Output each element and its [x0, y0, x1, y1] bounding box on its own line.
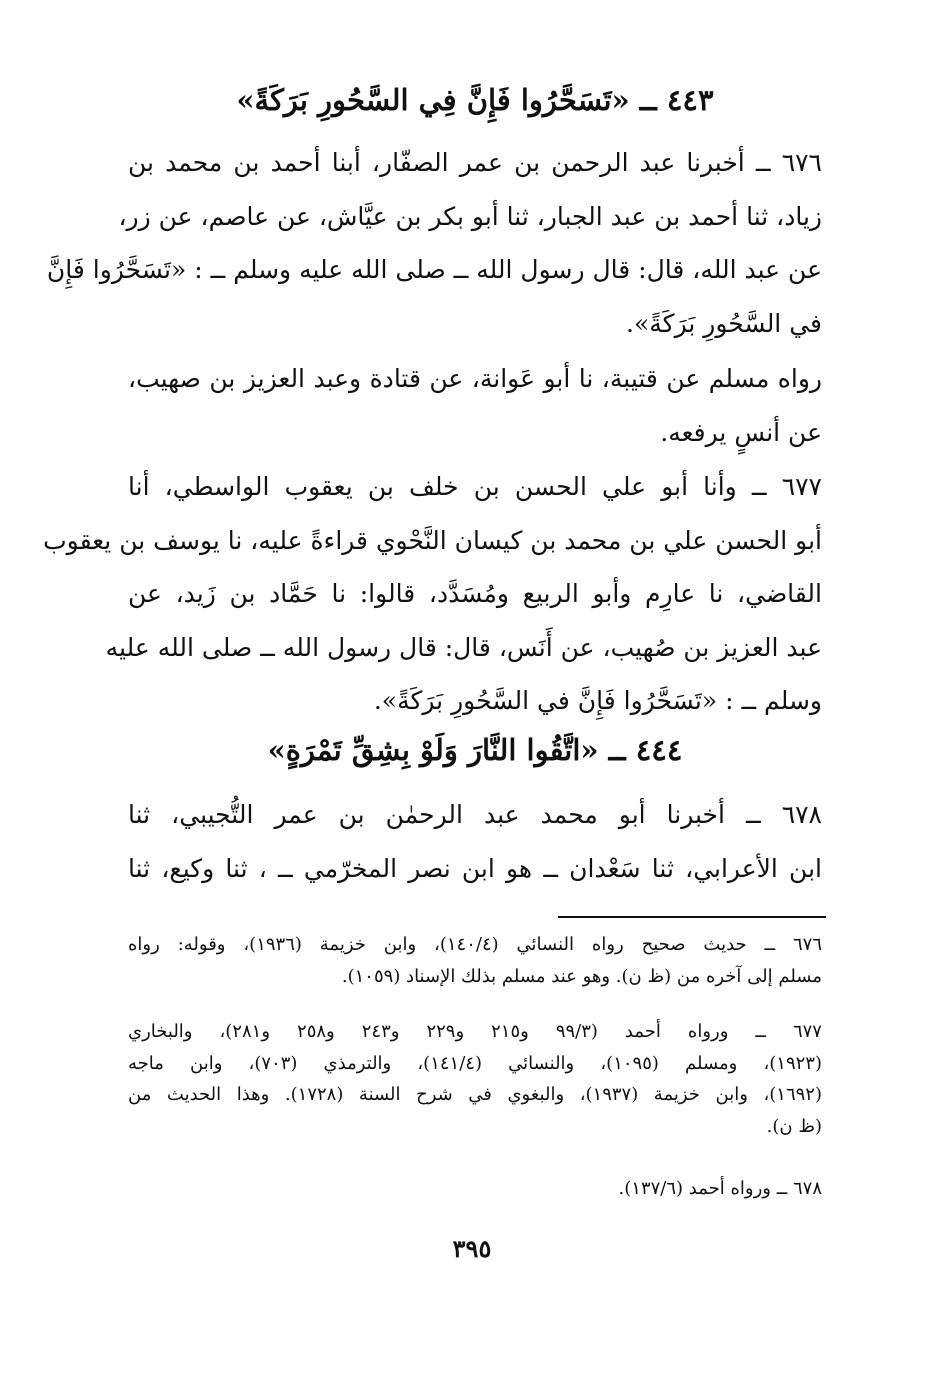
chapter-heading-444: ٤٤٤ ــ «اتَّقُوا النَّارَ وَلَوْ بِشِقِّ تَمْرَةٍ» — [267, 733, 683, 767]
chapter-heading-443: ٤٤٣ ــ «تَسَحَّرُوا فَإِنَّ فِي السَّحُورِ بَرَكَةً» — [236, 83, 714, 117]
footnote-line: مسلم إلى آخره من (ظ ن). وهو عند مسلم بذلك الإسناد (١٠٥٩). — [341, 965, 822, 987]
footnote-line: ٦٧٦ ــ حديث صحيح رواه النسائي (١٤٠/٤)، وابن خزيمة (١٩٣٦)، وقوله: رواه — [128, 934, 822, 955]
text-line: زياد، ثنا أحمد بن عبد الجبار، ثنا أبو بكر بن عيَّاش، عن عاصم، عن زر، — [118, 201, 822, 231]
hadith-677 — [43, 460, 822, 728]
text-line: ٦٧٦ ــ أخبرنا عبد الرحمن بن عمر الصفّار، أبنا أحمد بن محمد بن — [128, 148, 822, 177]
text-line: ٦٧٨ ــ أخبرنا أبو محمد عبد الرحمٰن بن عمر التُّجيبي، ثنا — [128, 800, 822, 829]
text-line: عبد العزيز بن صُهيب، عن أَنَس، قال: قال رسول الله ــ صلى الله عليه — [105, 632, 822, 662]
narration-muslim — [128, 352, 822, 459]
footnote-line: ٦٧٧ ــ ورواه أحمد (٩٩/٣ و٢١٥ و٢٢٩ و٢٤٣ و٢٥٨ و٢٨١)، والبخاري — [128, 1021, 822, 1042]
footnote-line: ٦٧٨ ــ ورواه أحمد (١٣٧/٦). — [618, 1178, 822, 1199]
text-line: رواه مسلم عن قتيبة، نا أبو عَوانة، عن قتادة وعبد العزيز بن صهيب، — [128, 364, 822, 393]
footnote-separator — [558, 916, 826, 918]
footnote-677 — [128, 1016, 822, 1142]
text-line: عن عبد الله، قال: قال رسول الله ــ صلى الله عليه وسلم ــ : «تَسَحَّرُوا فَإِنَّ — [46, 255, 822, 284]
footnote-line: (١٦٩٢)، وابن خزيمة (١٩٣٧)، والبغوي في شرح السنة (١٧٢٨). وهذا الحديث من — [128, 1084, 822, 1105]
footnote-676 — [128, 929, 822, 992]
text-line: عن أنسٍ يرفعه. — [660, 417, 822, 447]
text-line: القاضي، نا عارِم وأبو الربيع ومُسَدَّد، قالوا: نا حَمَّاد بن زَيد، عن — [128, 579, 822, 608]
footnote-line: (١٩٢٣)، ومسلم (١٠٩٥)، والنسائي (١٤١/٤)، والترمذي (٧٠٣)، وابن ماجه — [128, 1052, 822, 1074]
text-line: ابن الأعرابي، ثنا سَعْدان ــ هو ابن نصر المخرّمي ــ ، ثنا وكيع، ثنا — [128, 853, 822, 883]
hadith-678 — [128, 788, 822, 895]
footnote-line: (ظ ن). — [766, 1115, 822, 1137]
text-line: وسلم ــ : «تَسَحَّرُوا فَإِنَّ في السَّحُورِ بَرَكَةً». — [373, 686, 822, 715]
footnote-678 — [128, 1173, 822, 1205]
page-number: ٣٩٥ — [452, 1234, 492, 1263]
text-line: ٦٧٧ ــ وأنا أبو علي الحسن بن خلف بن يعقوب الواسطي، أنا — [128, 472, 822, 501]
text-line: في السَّحُورِ بَرَكَةً». — [626, 308, 822, 338]
hadith-676 — [46, 136, 822, 350]
text-line: أبو الحسن علي بن محمد بن كيسان النَّحْوي قراءةً عليه، نا يوسف بن يعقوب — [43, 525, 822, 555]
